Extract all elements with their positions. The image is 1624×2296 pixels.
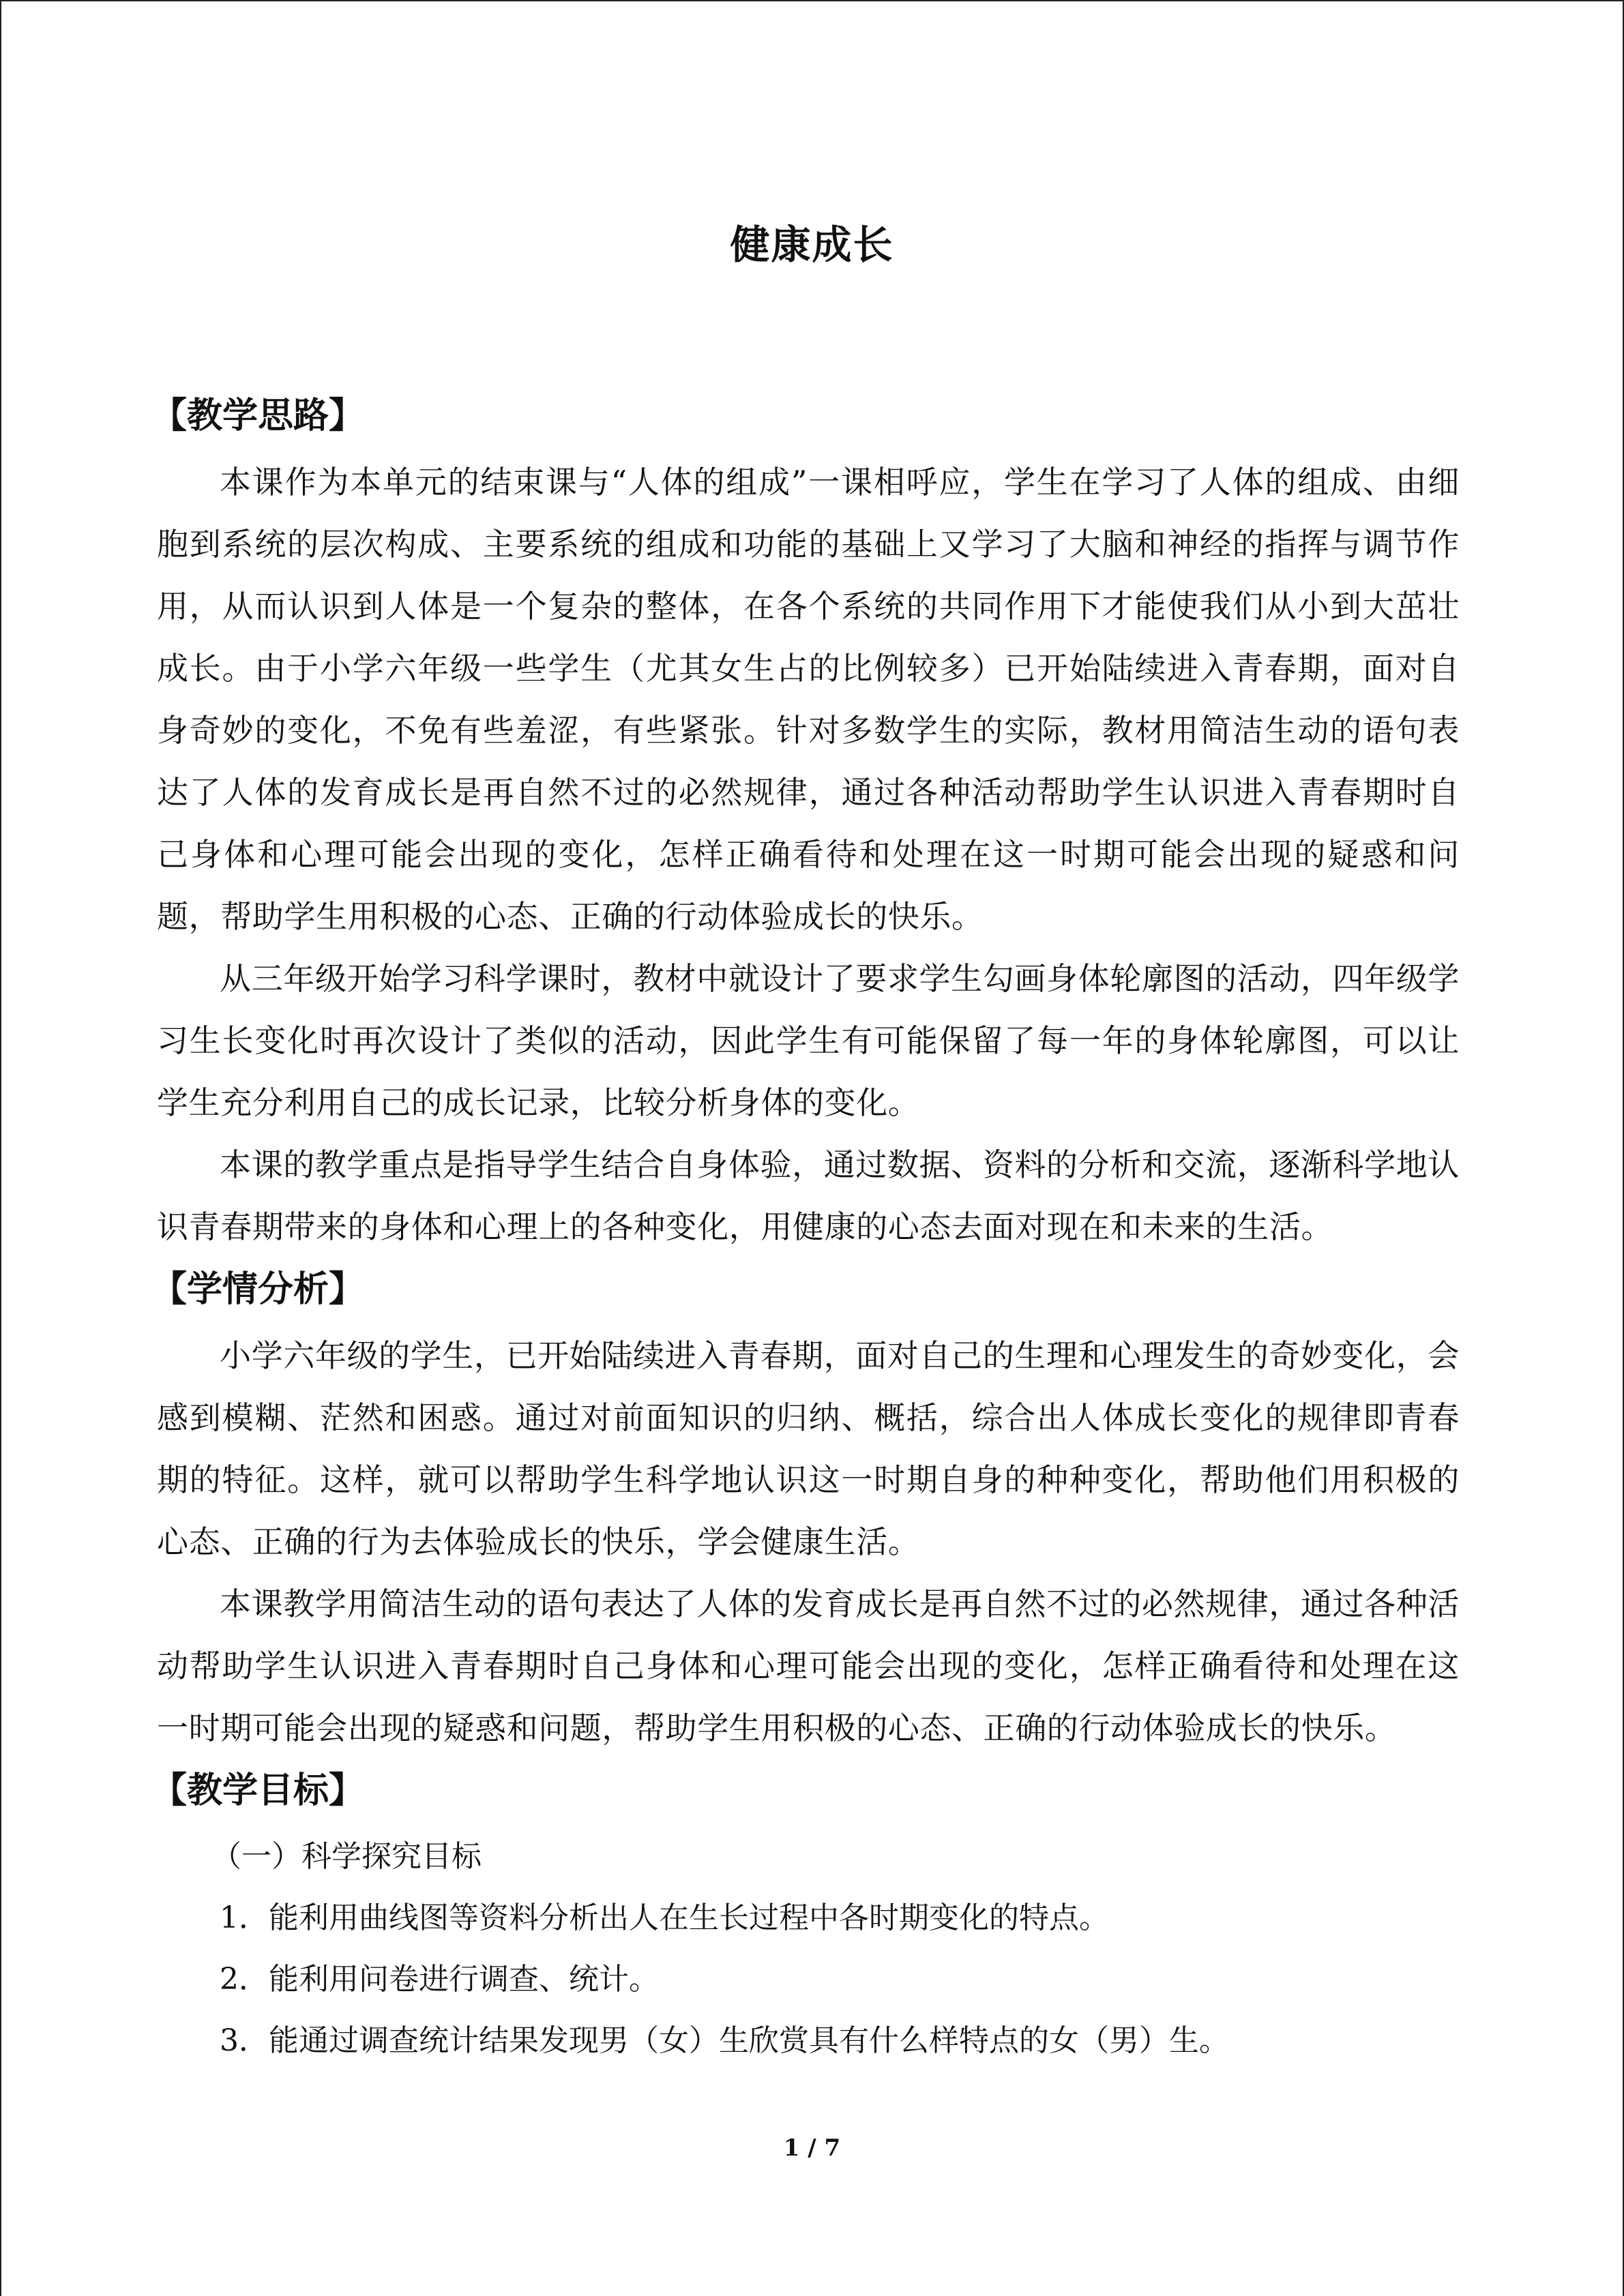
document-body [151, 385, 1460, 2072]
section-heading-student-analysis: 【学情分析】 [151, 1268, 365, 1310]
list-item: 1．能利用曲线图等资料分析出人在生长过程中各时期变化的特点。 [220, 1900, 1109, 1935]
paragraph: 小学六年级的学生，已开始陆续进入青春期，面对自己的生理和心理发生的奇妙变化，会感到模糊、茫然和困惑。通过对前面知识的归纳、概括，综合出人体成长变化的规律即青春期的特征。这样，就可以帮助学生科学地认识这一时期自身的种种变化，帮助他们用积极的心态、正确的行为去体验成长的快乐，学会健康生活。 [157, 1337, 1460, 1560]
list-item: 3．能通过调查统计结果发现男（女）生欣赏具有什么样特点的女（男）生。 [220, 2023, 1229, 2058]
section-heading-teaching-approach: 【教学思路】 [151, 395, 365, 436]
paragraph: 本课教学用简洁生动的语句表达了人体的发育成长是再自然不过的必然规律，通过各种活动帮助学生认识进入青春期时自己身体和心理可能会出现的变化，怎样正确看待和处理在这一时期可能会出现的疑惑和问题，帮助学生用积极的心态、正确的行动体验成长的快乐。 [157, 1585, 1460, 1746]
section-heading-teaching-goals: 【教学目标】 [151, 1770, 365, 1811]
page-number: 1 / 7 [783, 2134, 841, 2162]
paragraph: 本课的教学重点是指导学生结合自身体验，通过数据、资料的分析和交流，逐渐科学地认识青春期带来的身体和心理上的各种变化，用健康的心态去面对现在和未来的生活。 [157, 1146, 1460, 1245]
paragraph: 本课作为本单元的结束课与“人体的组成”一课相呼应，学生在学习了人体的组成、由细胞到系统的层次构成、主要系统的组成和功能的基础上又学习了大脑和神经的指挥与调节作用，从而认识到人体是一个复杂的整体，在各个系统的共同作用下才能使我们从小到大茁壮成长。由于小学六年级一些学生（尤其女生占的比例较多）已开始陆续进入青春期，面对自身奇妙的变化，不免有些羞涩，有些紧张。针对多数学生的实际，教材用简洁生动的语句表达了人体的发育成长是再自然不过的必然规律，通过各种活动帮助学生认识进入青春期时自己身体和心理可能会出现的变化，怎样正确看待和处理在这一时期可能会出现的疑惑和问题，帮助学生用积极的心态、正确的行动体验成长的快乐。 [157, 464, 1460, 935]
page-title: 健康成长 [730, 222, 894, 268]
list-item: 2．能利用问卷进行调查、统计。 [220, 1962, 659, 1997]
paragraph: 从三年级开始学习科学课时，教材中就设计了要求学生勾画身体轮廓图的活动，四年级学习生长变化时再次设计了类似的活动，因此学生有可能保留了每一年的身体轮廓图，可以让学生充分利用自己的成长记录，比较分析身体的变化。 [157, 960, 1460, 1121]
sub-heading-science-inquiry: （一）科学探究目标 [211, 1839, 482, 1874]
